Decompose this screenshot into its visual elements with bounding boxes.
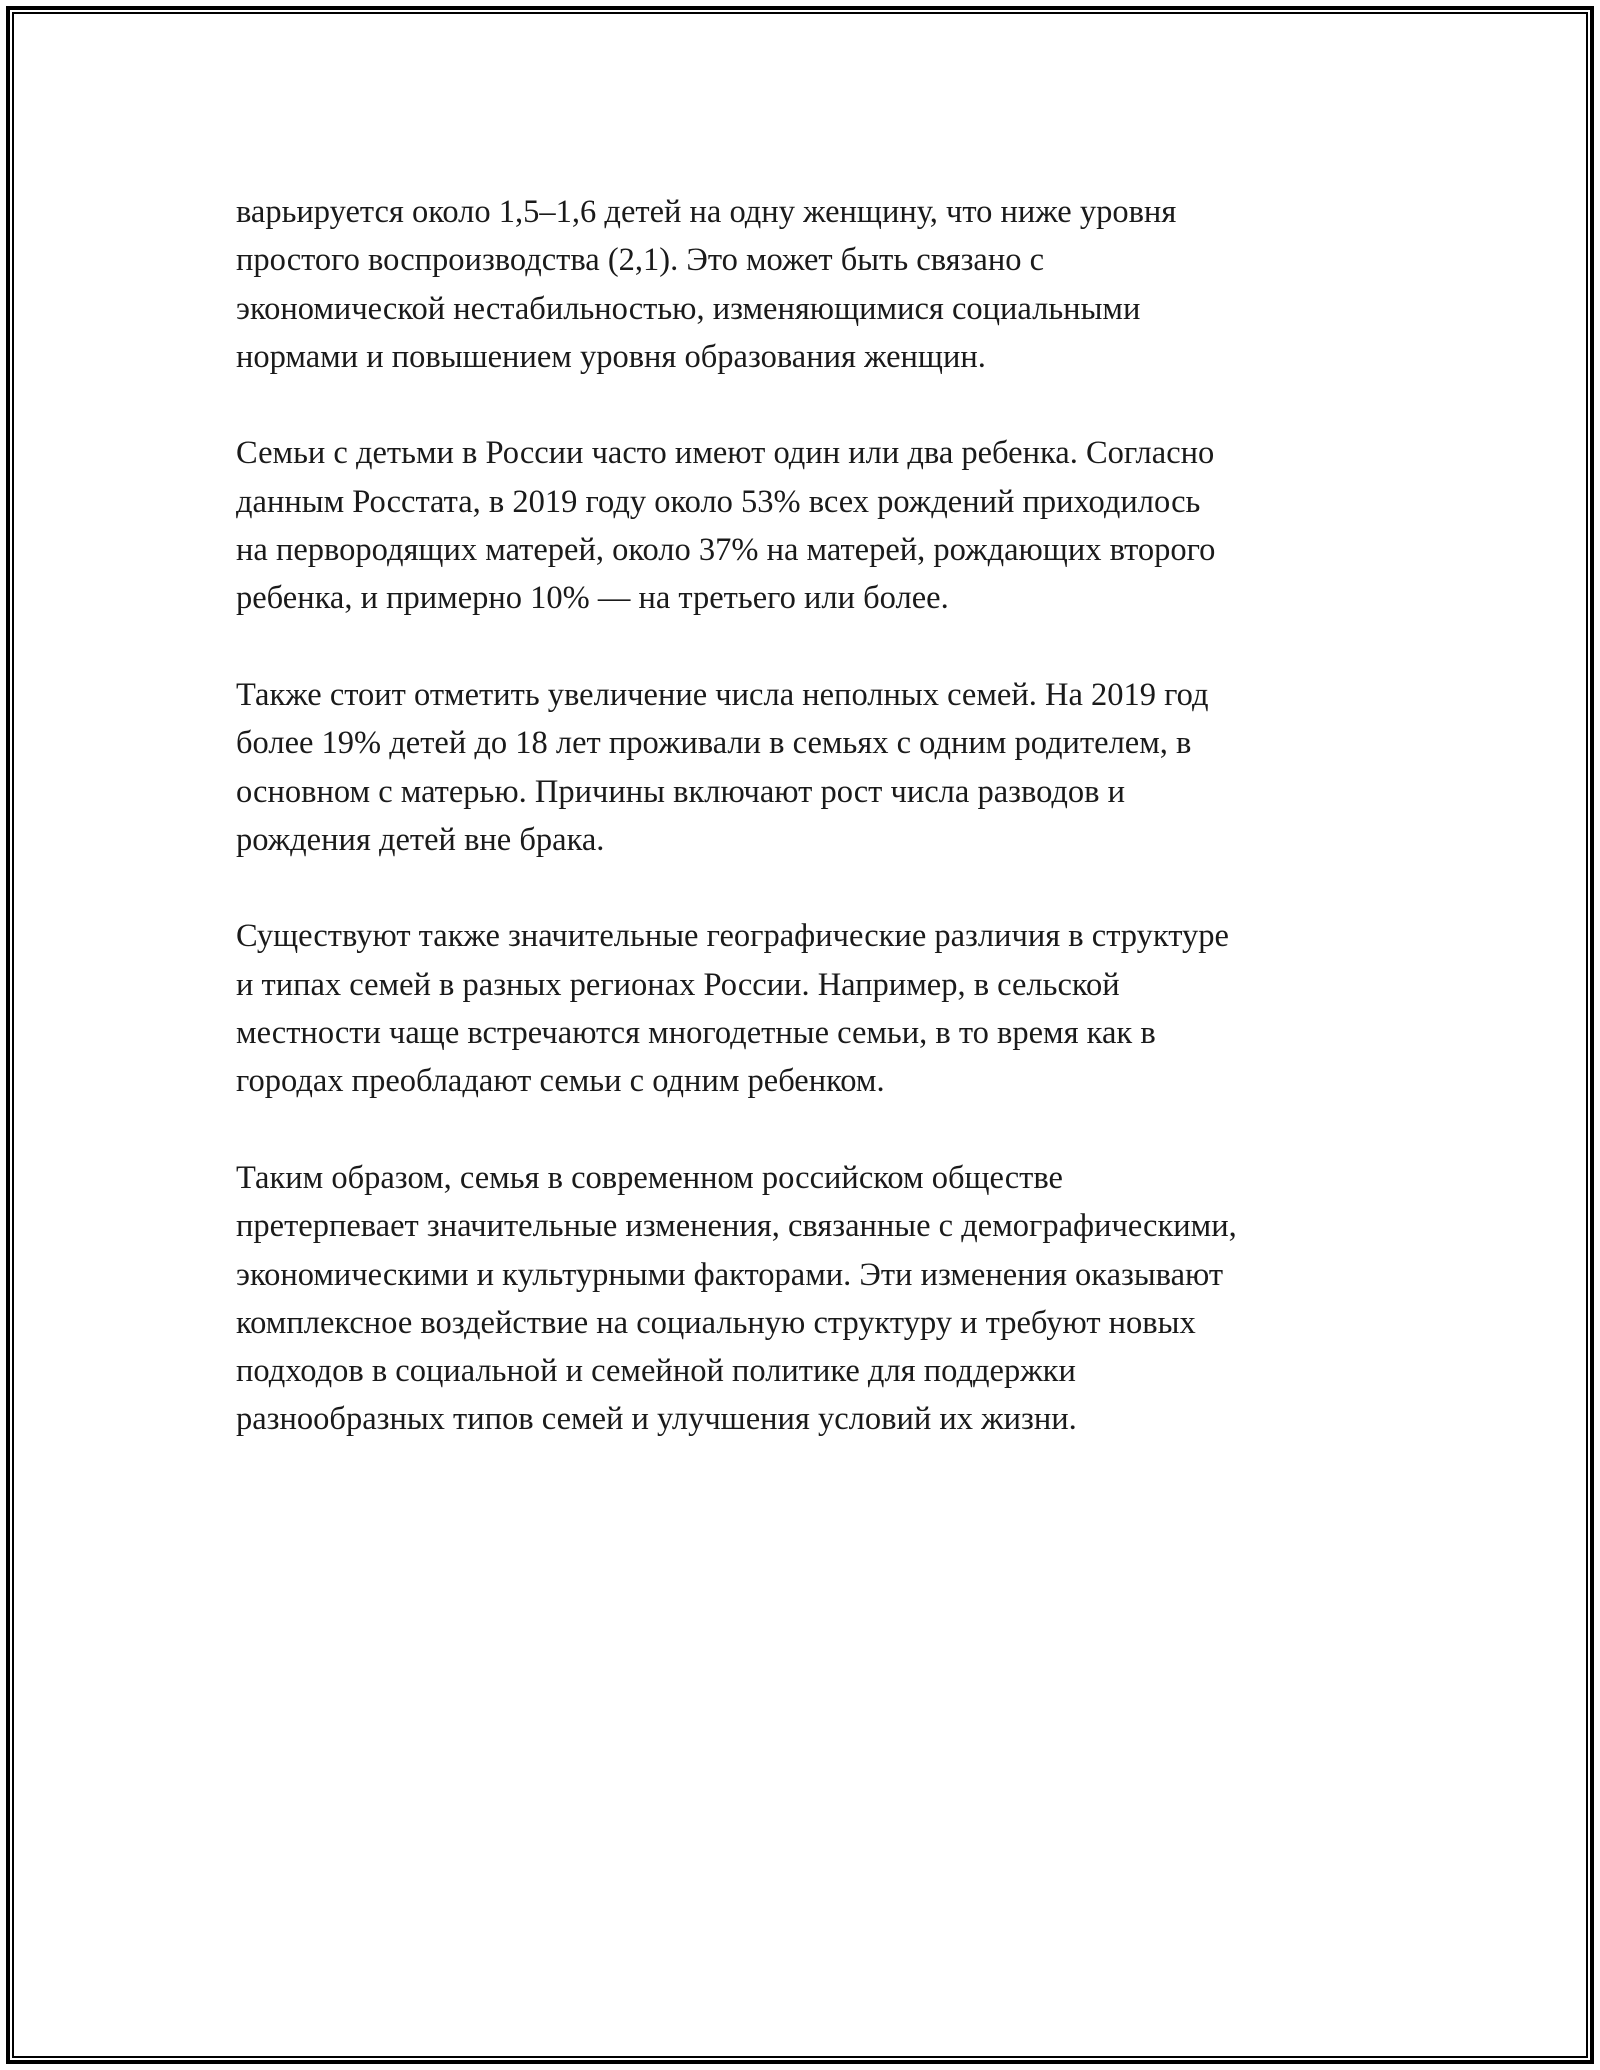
text-line: рождения детей вне брака. [236, 821, 605, 858]
text-line: Таким образом, семья в современном российском обществе [236, 1159, 1063, 1196]
text-line: данным Росстата, в 2019 году около 53% всех рождений приходилось [236, 483, 1201, 520]
text-line: экономической нестабильностью, изменяющимися социальными [236, 290, 1141, 327]
document-body [236, 188, 1396, 1492]
paragraph-regional [236, 912, 1396, 1105]
paragraph-conclusion [236, 1154, 1396, 1444]
text-line: более 19% детей до 18 лет проживали в семьях с одним родителем, в [236, 725, 1192, 762]
text-line: Существуют также значительные географические различия в структуре [236, 918, 1229, 955]
text-line: местности чаще встречаются многодетные семьи, в то время как в [236, 1015, 1156, 1052]
text-line: разнообразных типов семей и улучшения условий их жизни. [236, 1401, 1077, 1438]
text-line: городах преобладают семьи с одним ребенком. [236, 1063, 885, 1100]
text-line: Также стоит отметить увеличение числа неполных семей. На 2019 год [236, 676, 1209, 713]
text-line: экономическими и культурными факторами. Эти изменения оказывают [236, 1256, 1224, 1293]
paragraph-single-parent [236, 671, 1396, 864]
text-line: Семьи с детьми в России часто имеют один или два ребенка. Согласно [236, 435, 1215, 472]
text-line: ребенка, и примерно 10% — на третьего или более. [236, 580, 949, 617]
text-line: комплексное воздействие на социальную структуру и требуют новых [236, 1304, 1196, 1341]
text-line: подходов в социальной и семейной политике для поддержки [236, 1353, 1076, 1390]
text-line: простого воспроизводства (2,1). Это может быть связано с [236, 242, 1045, 279]
text-line: и типах семей в разных регионах России. Например, в сельской [236, 966, 1120, 1003]
text-line: нормами и повышением уровня образования женщин. [236, 338, 986, 375]
text-line: претерпевает значительные изменения, связанные с демографическими, [236, 1208, 1237, 1245]
paragraph-fertility [236, 188, 1396, 381]
paragraph-births [236, 429, 1396, 622]
text-line: основном с матерью. Причины включают рост числа разводов и [236, 773, 1126, 810]
text-line: варьируется около 1,5–1,6 детей на одну женщину, что ниже уровня [236, 194, 1177, 230]
text-line: на первородящих матерей, около 37% на матерей, рождающих второго [236, 532, 1216, 569]
